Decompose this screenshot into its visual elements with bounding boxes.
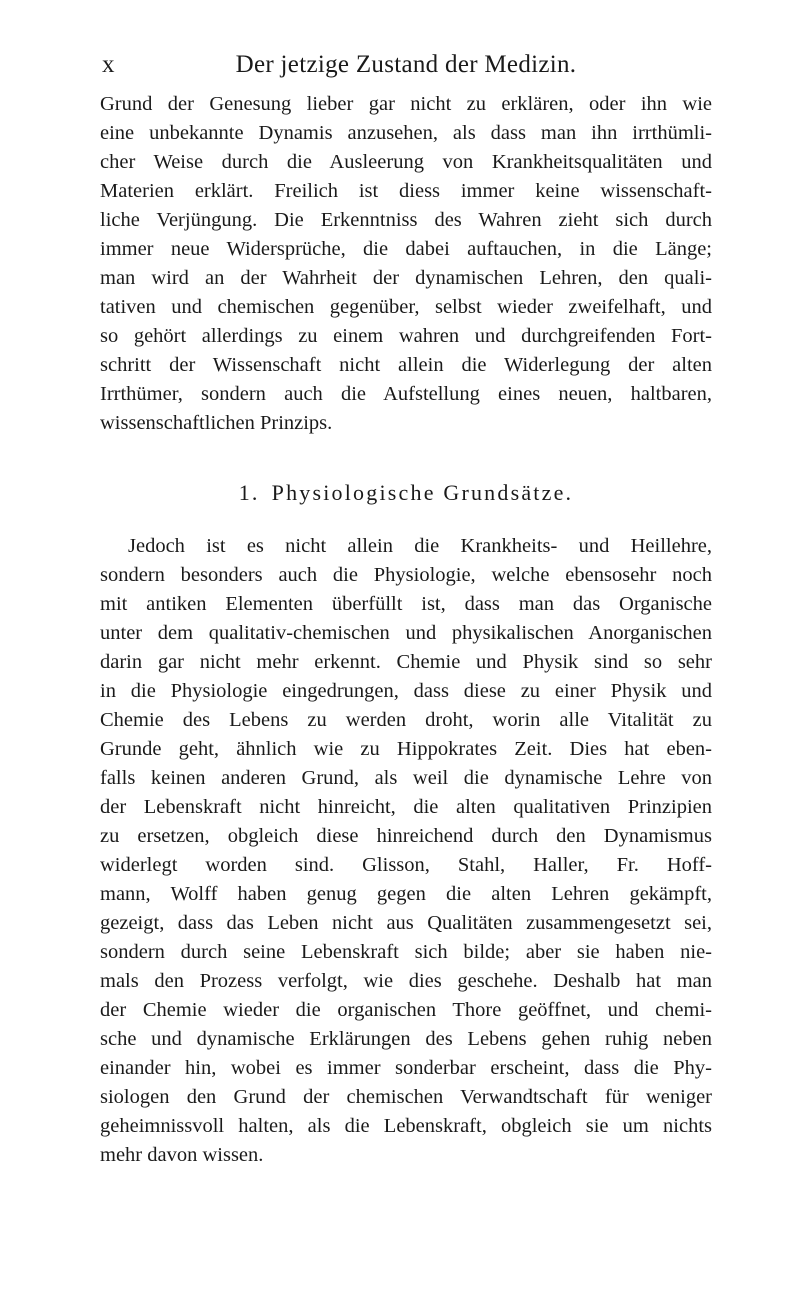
text-line: Irrthümer, sondern auch die Aufstellung eines neuen, haltbaren,: [100, 383, 712, 405]
text-line: geheimnissvoll halten, als die Lebenskraft, obgleich sie um nichts: [100, 1115, 712, 1137]
text-line: mals den Prozess verfolgt, wie dies geschehe. Deshalb hat man: [100, 970, 712, 992]
text-line: sondern durch seine Lebenskraft sich bilde; aber sie haben nie-: [100, 941, 712, 963]
text-line: zu ersetzen, obgleich diese hinreichend durch den Dynamismus: [100, 825, 712, 847]
text-line: tativen und chemischen gegenüber, selbst wieder zweifelhaft, und: [100, 296, 712, 318]
running-title: Der jetzige Zustand der Medizin.: [235, 51, 577, 78]
section-heading: [100, 478, 712, 508]
section-number: 1.: [238, 480, 260, 505]
text-line: Jedoch ist es nicht allein die Krankheits- und Heillehre,: [128, 535, 712, 557]
text-line: schritt der Wissenschaft nicht allein die Widerlegung der alten: [100, 354, 712, 376]
text-line: Grund der Genesung lieber gar nicht zu erklären, oder ihn wie: [100, 93, 712, 115]
text-line: in die Physiologie eingedrungen, dass diese zu einer Physik und: [100, 680, 712, 702]
text-line: wissenschaftlichen Prinzips.: [100, 412, 333, 434]
text-line: darin gar nicht mehr erkennt. Chemie und Physik sind so sehr: [100, 651, 712, 673]
page-number: x: [102, 51, 115, 78]
text-line: der Chemie wieder die organischen Thore geöffnet, und chemi-: [100, 999, 712, 1021]
text-line: einander hin, wobei es immer sonderbar erscheint, dass die Phy-: [100, 1057, 712, 1079]
section-title: Physiologische Grundsätze.: [271, 480, 574, 505]
text-line: mann, Wolff haben genug gegen die alten Lehren gekämpft,: [100, 883, 712, 905]
running-head: [100, 48, 712, 82]
text-line: mit antiken Elementen überfüllt ist, dass man das Organische: [100, 593, 712, 615]
text-line: eine unbekannte Dynamis anzusehen, als dass man ihn irrthümli-: [100, 122, 712, 144]
text-line: cher Weise durch die Ausleerung von Krankheitsqualitäten und: [100, 151, 712, 173]
paragraph-1: [100, 90, 712, 438]
text-line: immer neue Widersprüche, die dabei auftauchen, in die Länge;: [100, 238, 712, 260]
book-page: [100, 0, 712, 1296]
text-line: so gehört allerdings zu einem wahren und durchgreifenden Fort-: [100, 325, 712, 347]
paragraph-2: [100, 532, 712, 1170]
text-line: der Lebenskraft nicht hinreicht, die alten qualitativen Prinzipien: [100, 796, 712, 818]
text-line: Chemie des Lebens zu werden droht, worin alle Vitalität zu: [100, 709, 712, 731]
text-line: sche und dynamische Erklärungen des Lebens gehen ruhig neben: [100, 1028, 712, 1050]
text-line: gezeigt, dass das Leben nicht aus Qualitäten zusammengesetzt sei,: [100, 912, 712, 934]
text-line: falls keinen anderen Grund, als weil die dynamische Lehre von: [100, 767, 712, 789]
text-line: sondern besonders auch die Physiologie, welche ebensosehr noch: [100, 564, 712, 586]
text-line: man wird an der Wahrheit der dynamischen Lehren, den quali-: [100, 267, 712, 289]
text-line: widerlegt worden sind. Glisson, Stahl, Haller, Fr. Hoff-: [100, 854, 712, 876]
text-line: liche Verjüngung. Die Erkenntniss des Wahren zieht sich durch: [100, 209, 712, 231]
text-line: Materien erklärt. Freilich ist diess immer keine wissenschaft-: [100, 180, 712, 202]
text-line: unter dem qualitativ-chemischen und physikalischen Anorganischen: [100, 622, 712, 644]
text-line: siologen den Grund der chemischen Verwandtschaft für weniger: [100, 1086, 712, 1108]
text-line: mehr davon wissen.: [100, 1144, 264, 1166]
text-line: Grunde geht, ähnlich wie zu Hippokrates Zeit. Dies hat eben-: [100, 738, 712, 760]
